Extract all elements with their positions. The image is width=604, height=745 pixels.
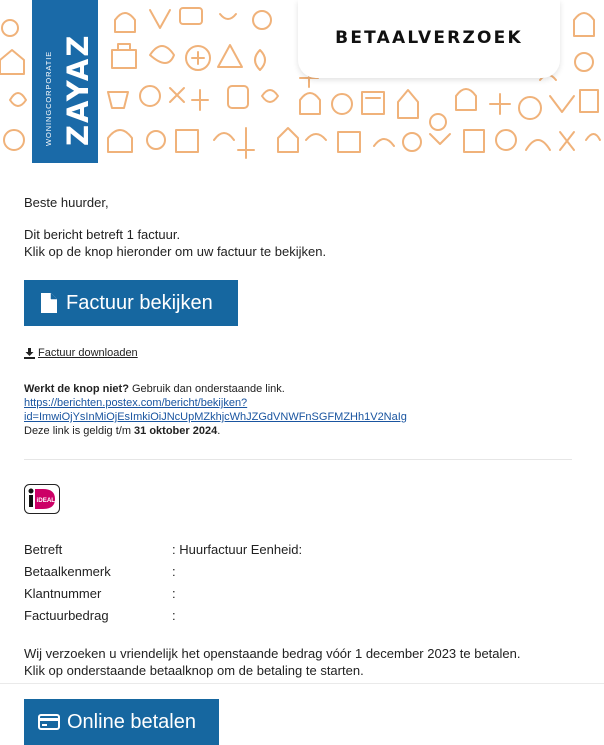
intro-line-2: Klik op de knop hieronder om uw factuur te bekijken.	[24, 244, 327, 259]
detail-value: :	[172, 564, 176, 579]
payment-request-text	[24, 645, 584, 679]
detail-row	[24, 608, 564, 630]
fallback-url-link[interactable]	[24, 396, 584, 424]
fallback-text: Gebruik dan onderstaande link.	[128, 383, 285, 395]
zayaz-logo	[32, 0, 98, 163]
email-header-banner	[0, 0, 604, 163]
detail-value: :	[172, 586, 176, 601]
detail-value: :	[172, 608, 176, 623]
svg-text:ZAYAZ: ZAYAZ	[61, 33, 95, 146]
ideal-label: iDEAL	[36, 497, 56, 504]
detail-label: Klantnummer	[24, 586, 102, 601]
logo-subtext	[36, 0, 58, 163]
divider	[0, 683, 604, 684]
download-icon	[24, 348, 35, 359]
greeting-text: Beste huurder,	[24, 195, 109, 210]
request-line-2: Klik op onderstaande betaalknop om de betaling te starten.	[24, 663, 364, 678]
link-validity: Deze link is geldig t/m 31 oktober 2024.	[24, 425, 221, 437]
request-line-1: Wij verzoeken u vriendelijk het openstaande bedrag vóór 1 december 2023 te betalen.	[24, 646, 521, 661]
fallback-notice	[24, 382, 584, 396]
pay-online-label: Online betalen	[67, 710, 196, 733]
detail-label: Betreft	[24, 542, 63, 557]
ideal-logo	[24, 484, 60, 514]
fallback-link-block	[24, 382, 584, 438]
fallback-bold: Werkt de knop niet?	[24, 383, 129, 395]
fallback-url-line-2: id=ImwiOjYsInMiOjEsImkiOiJNcUpMZkhjcWhJZGdVNWFnSGFMZHh1V2NaIg	[24, 411, 407, 423]
payment-details	[24, 542, 564, 630]
download-invoice-link[interactable]	[24, 347, 138, 359]
detail-value: : Huurfactuur Eenheid:	[172, 542, 303, 557]
detail-label: Factuurbedrag	[24, 608, 109, 623]
detail-label: Betaalkenmerk	[24, 564, 111, 579]
download-invoice-label: Factuur downloaden	[38, 347, 138, 359]
detail-row	[24, 586, 564, 608]
detail-row	[24, 564, 564, 586]
pay-online-button[interactable]	[24, 699, 219, 745]
svg-text:WONINGCORPORATIE: WONINGCORPORATIE	[44, 50, 53, 146]
logo-wordmark	[61, 18, 95, 146]
detail-row	[24, 542, 564, 564]
fallback-url-line-1: https://berichten.postex.com/bericht/bekijken?	[24, 397, 248, 409]
page-title: BETAALVERZOEK	[335, 28, 523, 48]
view-invoice-label: Factuur bekijken	[66, 291, 213, 314]
credit-card-icon	[38, 714, 60, 730]
intro-line-1: Dit bericht betreft 1 factuur.	[24, 227, 181, 242]
view-invoice-button[interactable]	[24, 280, 238, 326]
divider	[24, 459, 572, 460]
title-card	[298, 0, 560, 78]
validity-date: 31 oktober 2024	[134, 425, 218, 437]
document-icon	[40, 292, 58, 314]
intro-text	[24, 226, 326, 260]
